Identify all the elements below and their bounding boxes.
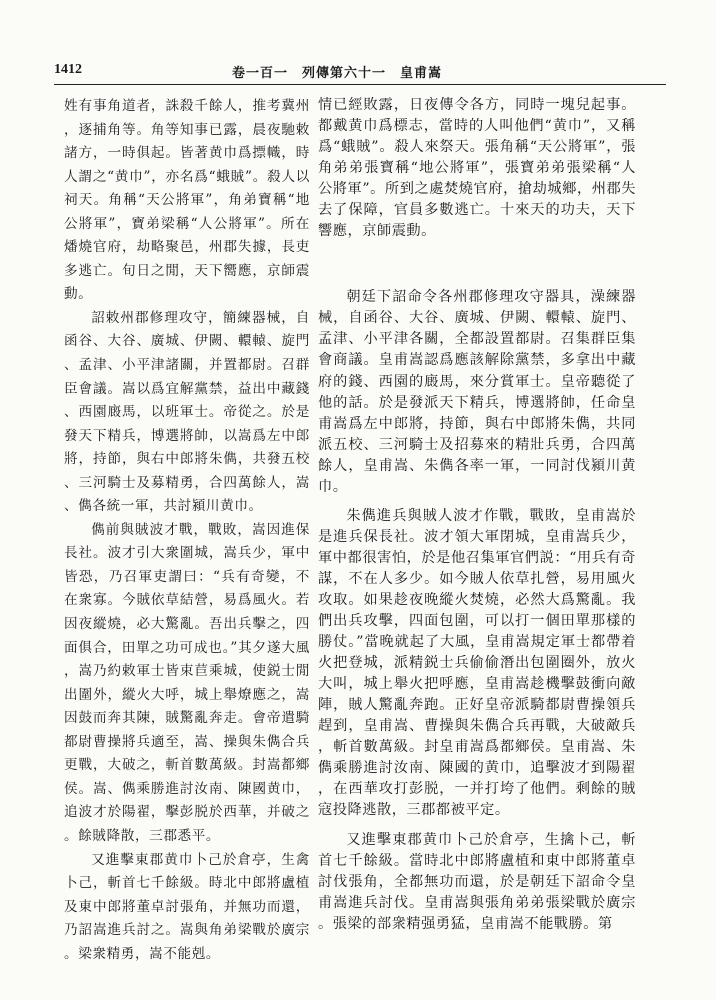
translation-paragraph-1: 情已經敗露，日夜傳令各方，同時一塊兒起事。都戴黄巾爲標志，當時的人叫他們“黄巾”，又稱爲“蛾賊”。殺人來祭天。張角稱“天公將軍”，張角弟弟張寶稱“地公將軍”，張寶弟弟張梁稱“人公將軍”。所到之處焚燒官府，搶劫城鄉，州郡失去了保障，官員多數逃亡。十來天的功夫，天下響應，京師震動。 — [318, 97, 636, 240]
translation-paragraph-2: 朝廷下詔命令各州郡修理攻守器具，澡練器械，自函谷、大谷、廣城、伊闕、轘轅、旋門、孟津、小平津各關，全都設置都尉。召集群臣集會商議。皇甫嵩認爲應該解除黨禁，多拿出中藏府的錢、西園的廄馬，來分賞軍士。皇帝聽從了他的話。於是發派天下精兵，博選將帥，任命皇甫嵩爲左中郎將，持節，與右中郎將朱儁，共同派五校、三河騎士及招募來的精壯兵勇，合四萬餘人，皇甫嵩、朱儁各率一軍，一同討伐潁川黄巾。 — [318, 289, 636, 495]
classical-paragraph-4: 又進擊東郡黄巾卜己於倉亭，生禽卜己，斬首七千餘級。時北中郎將盧植及東中郎將董卓討張角，并無功而還，乃詔嵩進兵討之。嵩與角弟梁戰於廣宗。梁衆精勇，嵩不能剋。 — [64, 851, 310, 962]
running-head: 卷一百一 列傳第六十一 皇甫嵩 — [232, 66, 443, 81]
translation-paragraph-4: 又進擊東郡黄巾卜己於倉亭，生擒卜己，斬首七千餘級。當時北中郎將盧植和東中郎將董卓討伐張角，全都無功而還，於是朝廷下詔命令皇甫嵩進兵討伐。皇甫嵩與張角弟弟張梁戰於廣宗。張梁的部衆精强勇猛，皇甫嵩不能戰勝。第 — [318, 831, 636, 932]
header-rule — [54, 84, 666, 85]
translation-paragraph-3: 朱儁進兵與賊人波才作戰，戰敗，皇甫嵩於是進兵保長社。波才領大軍閉城，皇甫嵩兵少，軍中都很害怕，於是他召集軍官們説：“用兵有奇謀，不在人多少。如今賊人依草扎營，易用風火攻取。如果趁夜晚縱火焚燒，必然大爲驚亂。我們出兵攻擊，四面包圍，可以打一個田單那樣的勝仗。”當晚就起了大風，皇甫嵩規定軍士都帶着火把登城，派精鋭士兵偷偷潛出包圍圈外，放火大叫，城上舉火把呼應，皇甫嵩趁機擊鼓衝向敵陣，賊人驚亂奔跑。正好皇帝派騎都尉曹操領兵趕到，皇甫嵩、曹操與朱儁合兵再戰，大破敵兵，斬首數萬級。封皇甫嵩爲都鄉侯。皇甫嵩、朱儁乘勝進討汝南、陳國的黄巾，追擊波才到陽翟，在西華攻打彭脱，一并打垮了他們。剩餘的賊寇投降逃散，三郡都被平定。 — [318, 507, 636, 819]
translation-column — [318, 95, 636, 935]
classical-paragraph-3: 儁前與賊波才戰，戰敗，嵩因進保長社。波才引大衆圍城，嵩兵少，軍中皆恐，乃召軍吏謂曰：“兵有奇變，不在衆寡。今賊依草結營，易爲風火。若因夜縱燒，必大驚亂。吾出兵擊之，四面俱合，田單之功可成也。”其夕遂大風，嵩乃約敕軍士皆束苣乘城，使鋭士閒出圍外，縱火大呼，城上舉燎應之，嵩因鼓而奔其陳，賊驚亂奔走。會帝遣騎都尉曹操將兵適至，嵩、操與朱儁合兵更戰，大破之，斬首數萬級。封嵩都鄉侯。嵩、儁乘勝進討汝南、陳國黄巾，追波才於陽翟，擊彭脱於西華，并破之。餘賊降散，三郡悉平。 — [64, 521, 310, 844]
classical-paragraph-1: 姓有事角道者，誅殺千餘人，推考冀州，逐捕角等。角等知事已露，晨夜馳敕諸方，一時俱起。皆著黄巾爲摽幟，時人謂之“黄巾”，亦名爲“蛾賊”。殺人以祠天。角稱“天公將軍”，角弟寶稱“地公將軍”，寶弟梁稱“人公將軍”。所在燔燒官府，劫略聚邑，州郡失據，長吏多逃亡。旬日之閒，天下嚮應，京師震動。 — [64, 98, 310, 303]
page-number: 1412 — [54, 62, 82, 77]
classical-paragraph-2: 詔敕州郡修理攻守，簡練器械，自函谷、大谷、廣城、伊闕、轘轅、旋門、孟津、小平津諸關，并置都尉。召群臣會議。嵩以爲宜解黨禁，益出中藏錢、西園廄馬，以班軍士。帝從之。於是發天下精兵，博選將帥，以嵩爲左中郎將，持節，與右中郎將朱儁，共發五校、三河騎士及募精勇，合四萬餘人，嵩、儁各統一軍，共討潁川黄巾。 — [64, 309, 310, 515]
classical-text-column — [64, 95, 310, 966]
